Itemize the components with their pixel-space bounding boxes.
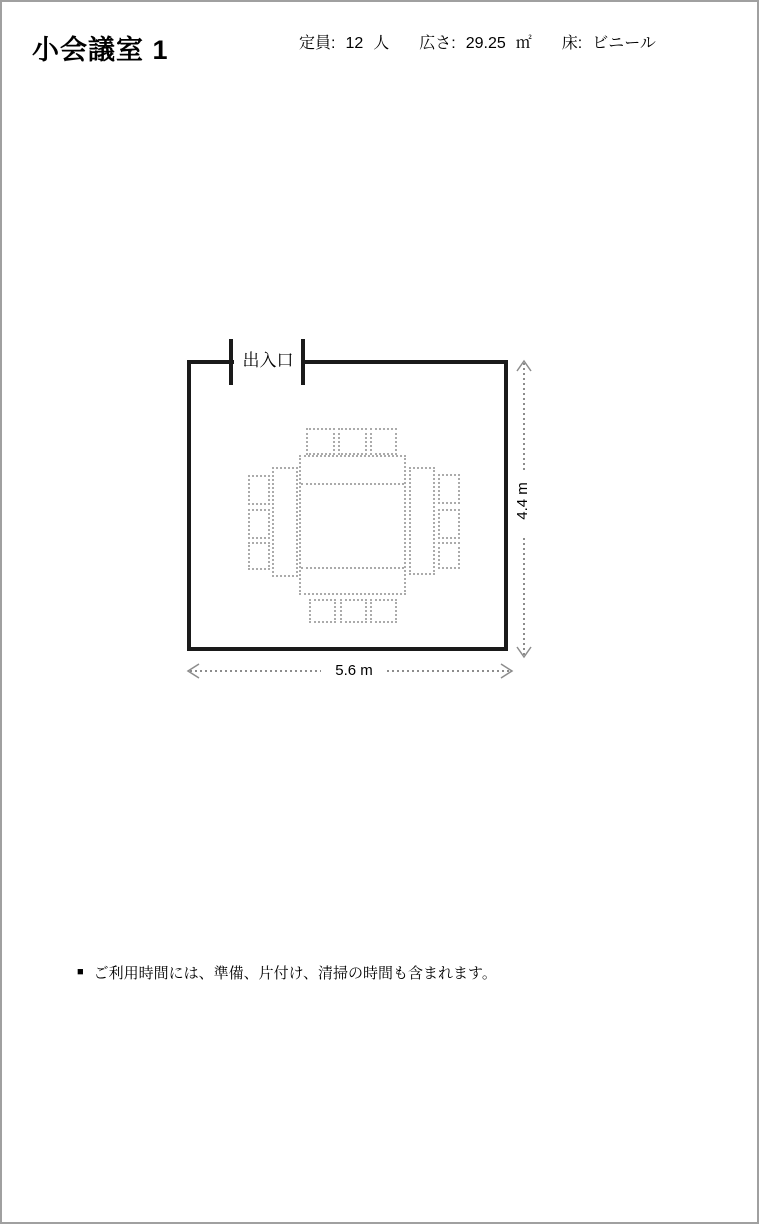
spec-capacity-value: 12 — [345, 35, 364, 52]
chair-right-1 — [438, 474, 460, 504]
chair-right-2 — [438, 509, 460, 539]
spec-area — [419, 30, 532, 53]
spec-capacity-label: 定員: — [299, 35, 336, 52]
chair-top-2 — [338, 428, 367, 455]
door-label: 出入口 — [242, 351, 294, 370]
spec-floor — [562, 30, 666, 53]
spec-area-unit: ㎡ — [515, 35, 532, 52]
note-bullet-icon: ■ — [77, 966, 84, 978]
conference-table — [299, 455, 406, 595]
table-divider-top — [301, 483, 404, 485]
page-title: 小会議室 1 — [32, 35, 169, 65]
chair-right-3 — [438, 542, 460, 569]
chair-left-3 — [248, 542, 270, 570]
spec-floor-label: 床: — [561, 35, 583, 52]
height-dimension-label: 4.4 m — [515, 473, 531, 529]
spec-area-label: 広さ: — [419, 35, 456, 52]
chair-top-1 — [306, 428, 335, 455]
width-dimension-label: 5.6 m — [324, 662, 384, 680]
spec-floor-value: ビニール — [592, 35, 656, 52]
chair-top-3 — [370, 428, 397, 455]
usage-note — [77, 962, 497, 983]
room-specs — [299, 30, 666, 53]
chair-left-1 — [248, 475, 270, 505]
chair-bottom-3 — [370, 599, 397, 623]
chair-bottom-2 — [340, 599, 367, 623]
spec-capacity-unit: 人 — [373, 35, 390, 52]
chair-bottom-1 — [309, 599, 336, 623]
spec-capacity — [299, 30, 389, 53]
side-table-right — [409, 467, 435, 575]
chair-left-2 — [248, 509, 270, 539]
side-table-left — [272, 467, 298, 577]
table-divider-bottom — [301, 567, 404, 569]
note-text: ご利用時間には、準備、片付け、清掃の時間も含まれます。 — [93, 965, 497, 982]
spec-area-value: 29.25 — [465, 35, 506, 52]
